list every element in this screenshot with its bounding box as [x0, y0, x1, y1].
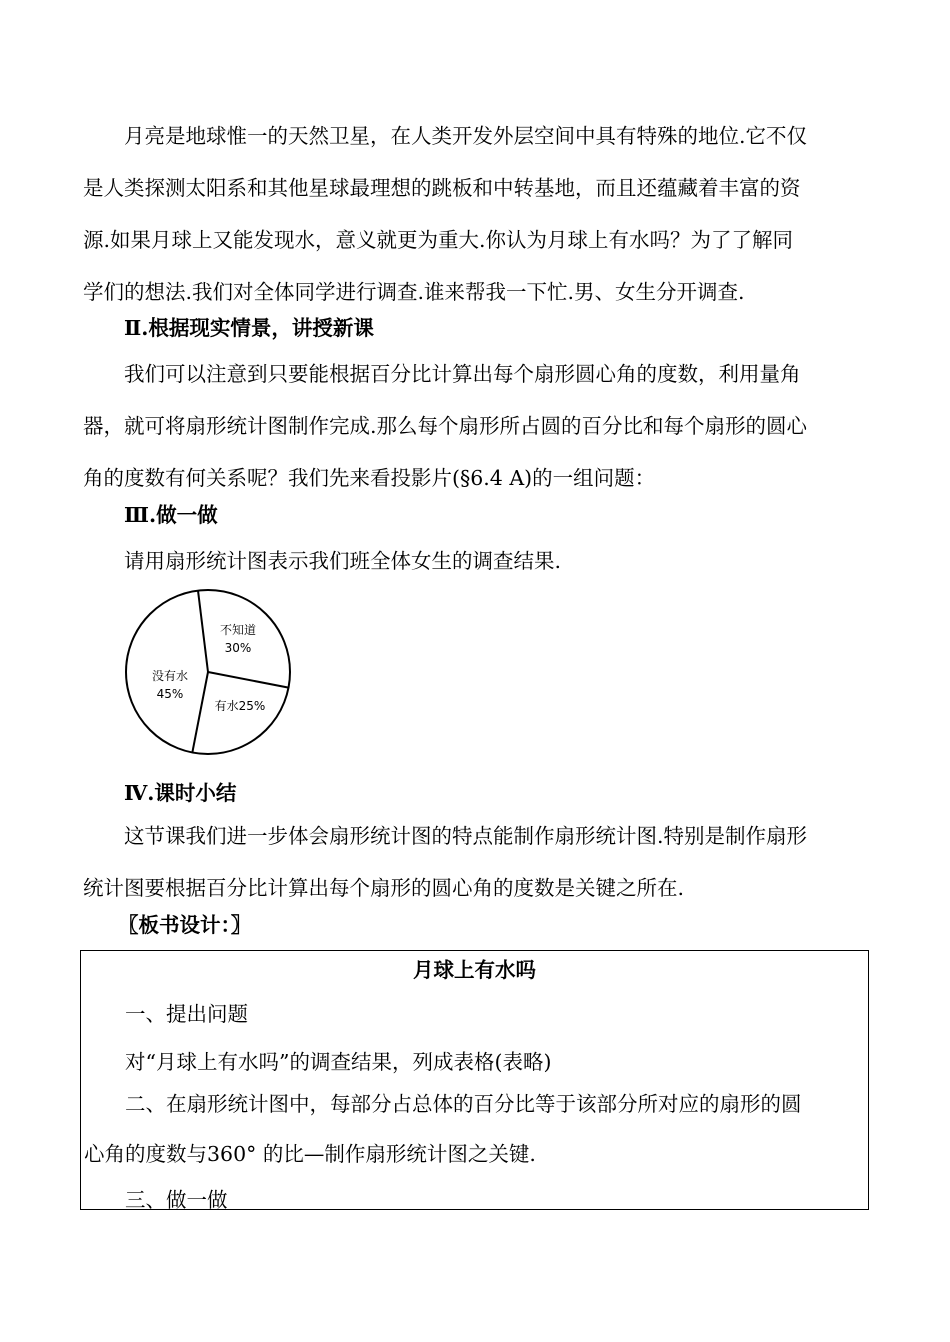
pie-slice-boundary	[198, 591, 208, 672]
section-2-title: 根据现实情景，讲授新课	[148, 316, 374, 340]
section-3-title: 做一做	[156, 503, 218, 527]
board-heading: 〖板书设计：〗	[118, 913, 252, 937]
section-2-number: Ⅱ.	[124, 316, 149, 340]
pie-slice-label: 不知道	[219, 623, 257, 637]
section-2-paragraph	[83, 348, 873, 504]
section-2-line-2: 器，就可将扇形统计图制作完成.那么每个扇形所占圆的百分比和每个扇形的圆心	[83, 414, 808, 438]
section-3-line-1: 请用扇形统计图表示我们班全体女生的调查结果.	[124, 549, 562, 573]
board-line-4: 三、做一做	[125, 1188, 228, 1212]
section-3-heading	[124, 500, 218, 530]
board-line-3b: 心角的度数与360° 的比—制作扇形统计图之关键.	[84, 1142, 536, 1166]
pie-slice-label: 45%	[156, 687, 184, 701]
board-line-1: 一、提出问题	[125, 1002, 248, 1026]
section-2-line-3: 角的度数有何关系呢？我们先来看投影片(§6.4 A)的一组问题：	[83, 466, 656, 490]
section-4-line-2: 统计图要根据百分比计算出每个扇形的圆心角的度数是关键之所在.	[83, 876, 685, 900]
pie-slice-label: 有水25%	[214, 699, 266, 713]
section-3-number: Ⅲ.	[124, 503, 157, 527]
pie-chart	[120, 588, 300, 758]
intro-line-2: 是人类探测太阳系和其他星球最理想的跳板和中转基地，而且还蕴藏着丰富的资	[83, 176, 801, 200]
section-4-heading	[124, 778, 236, 808]
section-4-paragraph	[83, 810, 873, 914]
section-2-line-1: 我们可以注意到只要能根据百分比计算出每个扇形圆心角的度数，利用量角	[124, 362, 801, 386]
board-title: 月球上有水吗	[413, 958, 536, 982]
intro-paragraph	[83, 110, 873, 318]
intro-line-4: 学们的想法.我们对全体同学进行调查.谁来帮我一下忙.男、女生分开调查.	[83, 280, 745, 304]
pie-slice-label: 30%	[224, 641, 252, 655]
section-2-heading	[124, 313, 374, 343]
intro-line-3: 源.如果月球上又能发现水，意义就更为重大.你认为月球上有水吗？为了了解同	[83, 228, 794, 252]
board-line-2: 对“月球上有水吗”的调查结果，列成表格(表略)	[125, 1050, 552, 1074]
pie-slice-boundary	[192, 672, 208, 752]
section-4-title: 课时小结	[154, 781, 237, 805]
board-box	[80, 950, 869, 1210]
section-4-number: Ⅳ.	[124, 781, 155, 805]
section-4-line-1: 这节课我们进一步体会扇形统计图的特点能制作扇形统计图.特别是制作扇形	[124, 824, 808, 848]
intro-line-1: 月亮是地球惟一的天然卫星，在人类开发外层空间中具有特殊的地位.它不仅	[124, 124, 808, 148]
board-line-3a: 二、在扇形统计图中，每部分占总体的百分比等于该部分所对应的扇形的圆	[125, 1092, 802, 1116]
pie-slice-label: 没有水	[151, 669, 189, 683]
pie-slice-boundary	[208, 672, 288, 688]
section-3-paragraph	[83, 535, 873, 587]
